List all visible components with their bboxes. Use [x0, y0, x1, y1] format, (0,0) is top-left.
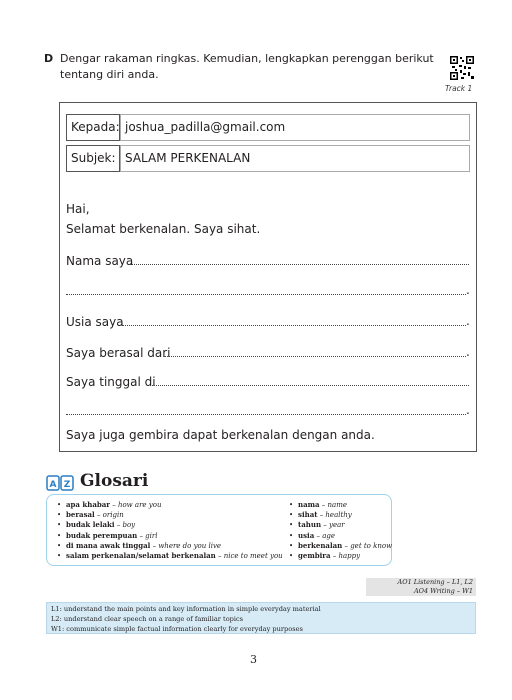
intro-line: Selamat berkenalan. Saya sihat.: [66, 222, 261, 236]
glossary-title: Glosari: [80, 471, 149, 491]
learning-standards-box: [46, 602, 476, 634]
glossary-entry: • budak perempuan – girl: [57, 531, 283, 541]
glossary-entry: • nama – name: [289, 500, 392, 510]
to-field[interactable]: joshua_padilla@gmail.com: [120, 114, 470, 141]
live-prompt: Saya tinggal di: [66, 375, 156, 389]
subject-label: Subjek:: [66, 145, 120, 172]
age-answer-line[interactable]: [122, 325, 466, 326]
period-mark: .: [466, 403, 470, 417]
glossary-meaning: girl: [145, 531, 158, 540]
icon-letter-z: Z: [63, 480, 71, 490]
to-label: Kepada:: [66, 114, 120, 141]
glossary-term: apa khabar: [66, 500, 110, 509]
glossary-entry: • di mana awak tinggal – where do you live: [57, 541, 283, 551]
ao-writing: AO4 Writing – W1: [413, 587, 473, 595]
glossary-entry: • berkenalan – get to know: [289, 541, 392, 551]
glossary-term: budak lelaki: [66, 520, 115, 530]
glossary-entry: • tahun – year: [289, 520, 392, 530]
glossary-meaning: age: [322, 531, 335, 540]
standard-w1: W1: communicate simple factual information clearly for everyday purposes: [51, 625, 303, 633]
glossary-meaning: origin: [102, 511, 124, 520]
name-answer-line[interactable]: [129, 264, 469, 265]
period-mark: .: [466, 314, 470, 328]
origin-answer-line[interactable]: [164, 356, 466, 357]
closing-line: Saya juga gembira dapat berkenalan dengan anda.: [66, 428, 375, 442]
glossary-term: tahun: [298, 520, 322, 530]
glossary-meaning: get to know: [350, 541, 393, 550]
glossary-term: budak perempuan: [66, 530, 138, 540]
name-prompt: Nama saya: [66, 254, 134, 268]
greeting-text: Hai,: [66, 202, 90, 216]
glossary-term: nama: [298, 500, 320, 509]
glossary-term: di mana awak tinggal: [66, 540, 151, 550]
name-answer-line-2[interactable]: [66, 294, 466, 295]
subject-row: [66, 145, 470, 172]
standard-l2: L2: understand clear speech on a range of familiar topics: [51, 615, 244, 623]
glossary-meaning: boy: [122, 521, 136, 530]
track-label: Track 1: [445, 84, 473, 93]
glossary-meaning: how are you: [117, 501, 162, 509]
page-number: 3: [250, 653, 257, 666]
period-mark: .: [466, 283, 470, 297]
glossary-term: berasal: [66, 510, 95, 520]
glossary-entry: • usia – age: [289, 531, 392, 541]
assessment-objectives-tag: [366, 578, 476, 596]
glossary-meaning: healthy: [325, 511, 352, 520]
question-instruction: Dengar rakaman ringkas. Kemudian, lengkapkan perenggan berikut tentang diri anda.: [60, 52, 434, 81]
glossary-term: salam perkenalan/selamat berkenalan: [66, 551, 216, 561]
glossary-meaning: year: [329, 521, 345, 530]
glossary-term: sihat: [298, 510, 318, 520]
glossary-term: berkenalan: [298, 540, 343, 550]
standard-l1: L1: understand the main points and key information in simple everyday material: [51, 605, 321, 613]
glossary-entry: • berasal – origin: [57, 510, 283, 520]
period-mark: .: [466, 345, 470, 359]
origin-prompt: Saya berasal dari: [66, 346, 171, 360]
qr-code-icon[interactable]: [449, 55, 475, 81]
question-letter: D: [44, 52, 54, 65]
age-prompt: Usia saya: [66, 315, 124, 329]
to-row: [66, 114, 470, 141]
live-answer-line-2[interactable]: [66, 414, 466, 415]
glossary-term: usia: [298, 530, 315, 540]
glossary-term: gembira: [298, 551, 331, 561]
subject-field[interactable]: SALAM PERKENALAN: [120, 145, 470, 172]
glossary-entry: • salam perkenalan/selamat berkenalan – nice to meet you: [57, 551, 283, 561]
glossary-column-2: [289, 500, 392, 561]
glossary-entry: • gembira – happy: [289, 551, 392, 561]
ao-listening: AO1 Listening – L1, L2: [397, 578, 473, 586]
glossary-entry: • apa khabar – how are you: [57, 500, 283, 510]
icon-letter-a: A: [49, 480, 57, 490]
glossary-meaning: name: [327, 501, 347, 509]
glossary-column-1: [57, 500, 283, 561]
glossary-meaning: nice to meet you: [223, 552, 283, 561]
glossary-entry: • budak lelaki – boy: [57, 520, 283, 530]
dictionary-az-icon: [46, 475, 74, 493]
glossary-meaning: where do you live: [158, 541, 222, 550]
live-answer-line[interactable]: [150, 385, 469, 386]
glossary-meaning: happy: [338, 552, 361, 561]
glossary-entry: • sihat – healthy: [289, 510, 392, 520]
